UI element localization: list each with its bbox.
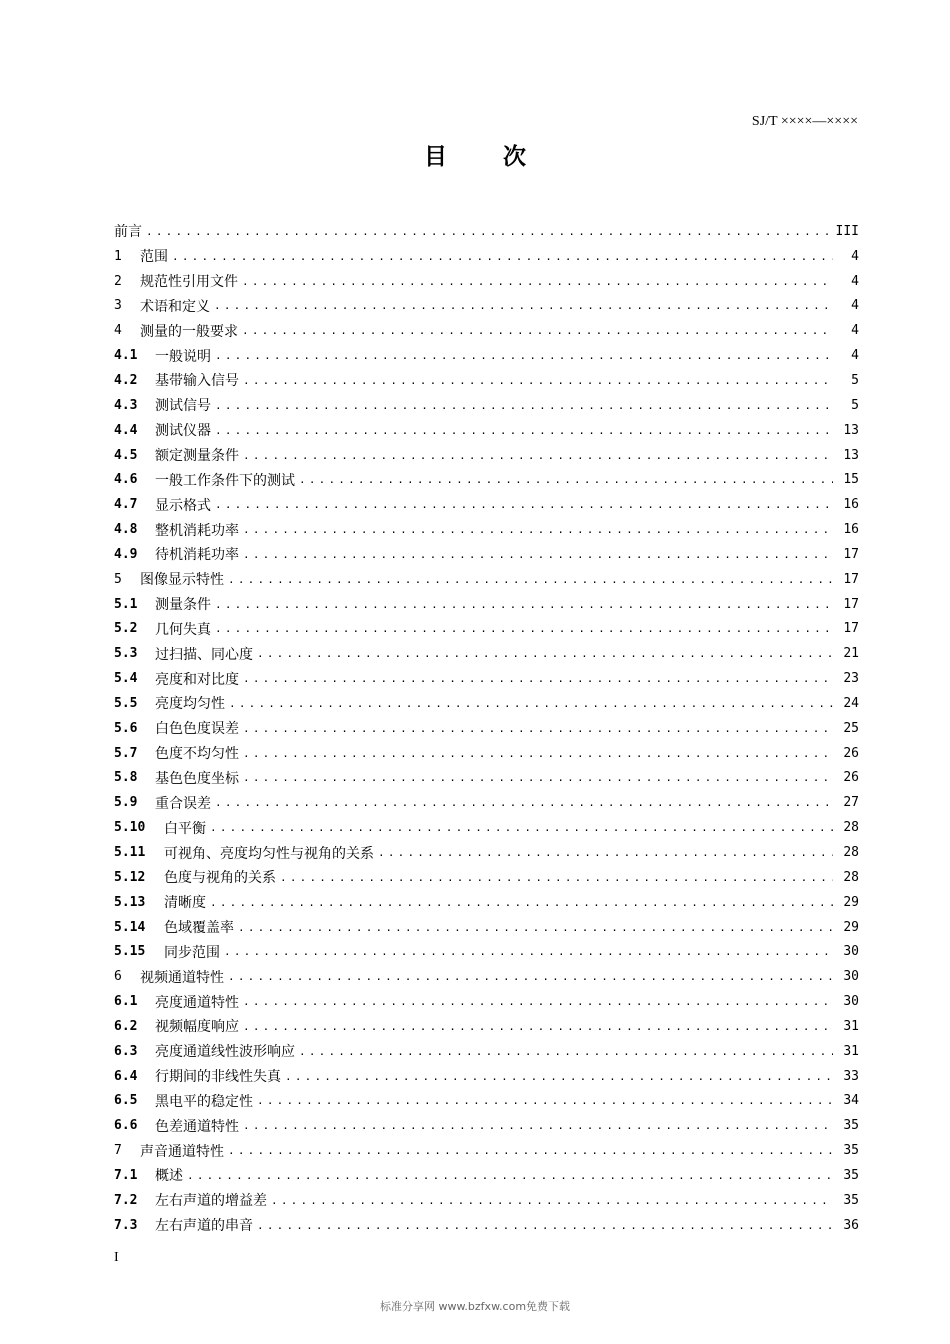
toc-dot-leader [187,1169,833,1182]
toc-dot-leader [299,473,833,486]
toc-entry-number: 4.9 [114,546,138,562]
toc-entry-number: 5 [114,571,122,587]
toc-entry-page: 31 [843,1043,859,1059]
toc-entry-label: 测量的一般要求 [140,323,238,340]
toc-dot-leader [238,921,833,934]
toc-entry-page: 31 [843,1018,859,1034]
toc-dot-leader [224,945,833,958]
toc-dot-leader [215,622,833,635]
toc-entry-label: 过扫描、同心度 [155,646,253,663]
toc-entry-page: 30 [843,994,859,1010]
toc-entry-number: 2 [114,273,122,289]
toc-entry-label: 术语和定义 [140,298,210,315]
toc-entry-label: 待机消耗功率 [155,547,239,564]
toc-entry-page: 4 [851,298,859,314]
toc-entry-label: 规范性引用文件 [140,274,238,291]
toc-entry[interactable] [114,1163,859,1188]
toc-entry-number: 4.7 [114,497,138,513]
toc-entry-page: 33 [843,1068,859,1084]
toc-entry-label: 亮度和对比度 [155,671,239,688]
toc-entry-page: 36 [843,1217,859,1233]
toc-entry-label: 声音通道特性 [140,1143,224,1160]
toc-entry-label: 整机消耗功率 [155,522,239,539]
footer-watermark: 标准分享网 www.bzfxw.com免费下载 [379,1300,571,1313]
toc-entry-label: 测试仪器 [155,423,211,440]
toc-entry-label: 左右声道的串音 [155,1218,253,1235]
toc-dot-leader [146,225,830,238]
toc-entry-number: 5.9 [114,795,138,811]
toc-dot-leader [243,1119,833,1132]
toc-dot-leader [243,449,833,462]
toc-entry-page: 16 [843,522,859,538]
toc-dot-leader [243,672,833,685]
toc-entry-number: 5.4 [114,671,138,687]
toc-entry-label: 色差通道特性 [155,1118,239,1135]
toc-dot-leader [257,647,833,660]
toc-dot-leader [243,995,833,1008]
toc-entry-page: 17 [843,571,859,587]
toc-entry-page: 4 [851,348,859,364]
toc-entry-label: 左右声道的增益差 [155,1193,267,1210]
toc-entry[interactable] [114,269,859,294]
toc-entry[interactable] [114,393,859,418]
toc-entry-page: 35 [843,1192,859,1208]
toc-entry[interactable] [114,1039,859,1064]
toc-entry[interactable] [114,716,859,741]
toc-entry-label: 视频幅度响应 [155,1019,239,1036]
toc-entry-page: 17 [843,621,859,637]
toc-entry[interactable] [114,641,859,666]
toc-entry-number: 5.14 [114,919,146,935]
toc-entry-number: 4.6 [114,472,138,488]
toc-entry-number: 1 [114,248,122,264]
toc-entry-label: 色域覆盖率 [164,920,234,937]
toc-entry-label: 基带输入信号 [155,373,239,390]
toc-entry-number: 7.3 [114,1217,138,1233]
toc-entry-label: 黑电平的稳定性 [155,1093,253,1110]
toc-entry-page: 5 [851,397,859,413]
toc-dot-leader [210,821,833,834]
toc-dot-leader [228,970,833,983]
toc-dot-leader [228,573,833,586]
toc-dot-leader [271,1194,833,1207]
toc-entry[interactable] [114,1089,859,1114]
toc-entry-number: 6 [114,969,122,985]
toc-entry[interactable] [114,915,859,940]
document-code: SJ/T ××××—×××× [751,114,858,129]
toc-entry-number: 6.2 [114,1018,138,1034]
toc-entry-number: 4.1 [114,348,138,364]
toc-entry-label: 重合误差 [155,795,211,812]
toc-entry[interactable] [114,691,859,716]
toc-entry[interactable] [114,1213,859,1238]
toc-entry-page: 4 [851,273,859,289]
toc-entry[interactable] [114,666,859,691]
toc-entry-number: 6.5 [114,1093,138,1109]
toc-entry-label: 图像显示特性 [140,572,224,589]
toc-entry[interactable] [114,567,859,592]
toc-dot-leader [243,1020,833,1033]
toc-entry-page: 27 [843,795,859,811]
toc-entry-label: 色度与视角的关系 [164,870,276,887]
toc-dot-leader [242,324,833,337]
toc-entry-number: 5.6 [114,720,138,736]
toc-dot-leader [215,796,833,809]
toc-entry[interactable] [114,244,859,269]
toc-entry-label: 亮度通道线性波形响应 [155,1044,295,1061]
toc-dot-leader [214,299,833,312]
toc-entry-number: 5.10 [114,820,146,836]
toc-entry-label: 前言 [114,224,142,241]
toc-dot-leader [257,1094,833,1107]
toc-entry-page: 26 [843,745,859,761]
toc-entry-page: 24 [843,695,859,711]
toc-entry-label: 概述 [155,1168,183,1185]
toc-entry[interactable] [114,517,859,542]
toc-entry-number: 3 [114,298,122,314]
toc-entry-number: 4.5 [114,447,138,463]
toc-entry-number: 4.2 [114,372,138,388]
toc-entry-label: 几何失真 [155,621,211,638]
toc-dot-leader [229,697,833,710]
toc-entry-label: 清晰度 [164,895,206,912]
toc-entry-page: 34 [843,1093,859,1109]
toc-entry-page: 28 [843,869,859,885]
toc-dot-leader [243,771,833,784]
toc-entry-page: 29 [843,894,859,910]
toc-entry-label: 亮度通道特性 [155,994,239,1011]
toc-entry-label: 范围 [140,249,168,266]
toc-entry[interactable] [114,542,859,567]
toc-entry[interactable] [114,219,859,244]
toc-entry-page: 35 [843,1167,859,1183]
toc-entry[interactable] [114,467,859,492]
toc-entry[interactable] [114,368,859,393]
toc-entry[interactable] [114,1113,859,1138]
toc-dot-leader [215,399,833,412]
page-number: I [114,1250,119,1265]
toc-title: 目次 [424,144,582,170]
toc-dot-leader [215,349,833,362]
toc-entry-number: 6.6 [114,1118,138,1134]
toc-entry-page: 30 [843,944,859,960]
toc-entry-page: 4 [851,248,859,264]
toc-dot-leader [228,1144,833,1157]
toc-entry-number: 5.8 [114,770,138,786]
toc-entry-page: 21 [843,646,859,662]
toc-entry-page: 13 [843,447,859,463]
toc-dot-leader [257,1219,833,1232]
toc-entry-label: 可视角、亮度均匀性与视角的关系 [164,845,374,862]
toc-entry-number: 5.11 [114,845,146,861]
toc-entry-label: 显示格式 [155,497,211,514]
toc-entry-number: 7.1 [114,1167,138,1183]
toc-entry[interactable] [114,989,859,1014]
toc-entry[interactable] [114,815,859,840]
toc-entry-label: 色度不均匀性 [155,746,239,763]
toc-entry-page: III [835,223,859,239]
toc-entry-number: 5.13 [114,894,146,910]
toc-entry[interactable] [114,766,859,791]
toc-entry-page: 30 [843,969,859,985]
toc-entry-page: 35 [843,1118,859,1134]
toc-entry-page: 17 [843,546,859,562]
toc-entry-number: 4.3 [114,397,138,413]
toc-entry[interactable] [114,964,859,989]
toc-entry-number: 5.3 [114,646,138,662]
toc-entry[interactable] [114,294,859,319]
toc-dot-leader [243,548,833,561]
toc-entry-label: 一般工作条件下的测试 [155,472,295,489]
toc-entry-label: 白平衡 [164,820,206,837]
toc-entry-number: 6.1 [114,994,138,1010]
toc-entry-number: 5.7 [114,745,138,761]
toc-entry-page: 17 [843,596,859,612]
toc-entry-label: 亮度均匀性 [155,696,225,713]
toc-entry[interactable] [114,790,859,815]
toc-entry[interactable] [114,492,859,517]
toc-entry-page: 25 [843,720,859,736]
toc-entry[interactable] [114,443,859,468]
toc-entry-label: 白色色度误差 [155,721,239,738]
toc-dot-leader [378,846,833,859]
toc-dot-leader [215,598,833,611]
toc-entry-page: 4 [851,323,859,339]
toc-entry-number: 5.1 [114,596,138,612]
toc-entry[interactable] [114,865,859,890]
table-of-contents [114,219,859,1238]
toc-entry-page: 13 [843,422,859,438]
toc-entry[interactable] [114,418,859,443]
toc-entry-label: 基色色度坐标 [155,770,239,787]
toc-entry-page: 29 [843,919,859,935]
toc-entry-label: 行期间的非线性失真 [155,1069,281,1086]
toc-entry-number: 6.4 [114,1068,138,1084]
toc-entry-page: 35 [843,1143,859,1159]
toc-dot-leader [243,523,833,536]
toc-entry-number: 5.2 [114,621,138,637]
toc-entry-page: 5 [851,372,859,388]
toc-dot-leader [242,275,833,288]
toc-entry-number: 5.15 [114,944,146,960]
toc-entry-number: 7.2 [114,1192,138,1208]
toc-dot-leader [285,1070,833,1083]
toc-dot-leader [210,896,833,909]
toc-dot-leader [243,722,833,735]
toc-entry-page: 26 [843,770,859,786]
toc-dot-leader [243,747,833,760]
toc-entry-label: 一般说明 [155,348,211,365]
toc-entry[interactable] [114,592,859,617]
toc-entry-number: 4.8 [114,522,138,538]
toc-entry-label: 同步范围 [164,944,220,961]
toc-entry-number: 7 [114,1143,122,1159]
toc-entry-number: 5.12 [114,869,146,885]
toc-entry-label: 测量条件 [155,597,211,614]
toc-entry-page: 28 [843,820,859,836]
toc-entry-number: 5.5 [114,695,138,711]
toc-entry-label: 测试信号 [155,398,211,415]
toc-entry-number: 4 [114,323,122,339]
toc-entry-number: 6.3 [114,1043,138,1059]
toc-entry-number: 4.4 [114,422,138,438]
toc-entry[interactable] [114,890,859,915]
toc-dot-leader [215,498,833,511]
toc-entry[interactable] [114,741,859,766]
toc-dot-leader [172,250,833,263]
toc-entry[interactable] [114,617,859,642]
toc-entry-label: 视频通道特性 [140,969,224,986]
toc-entry[interactable] [114,939,859,964]
toc-entry-page: 23 [843,671,859,687]
toc-dot-leader [299,1045,833,1058]
toc-dot-leader [243,374,833,387]
toc-entry[interactable] [114,343,859,368]
toc-entry[interactable] [114,318,859,343]
toc-entry[interactable] [114,1014,859,1039]
toc-entry-page: 15 [843,472,859,488]
toc-entry-page: 28 [843,845,859,861]
toc-entry[interactable] [114,1064,859,1089]
toc-entry[interactable] [114,1138,859,1163]
toc-entry[interactable] [114,840,859,865]
toc-entry-label: 额定测量条件 [155,448,239,465]
toc-entry[interactable] [114,1188,859,1213]
toc-dot-leader [280,871,833,884]
toc-entry-page: 16 [843,497,859,513]
toc-dot-leader [215,424,833,437]
